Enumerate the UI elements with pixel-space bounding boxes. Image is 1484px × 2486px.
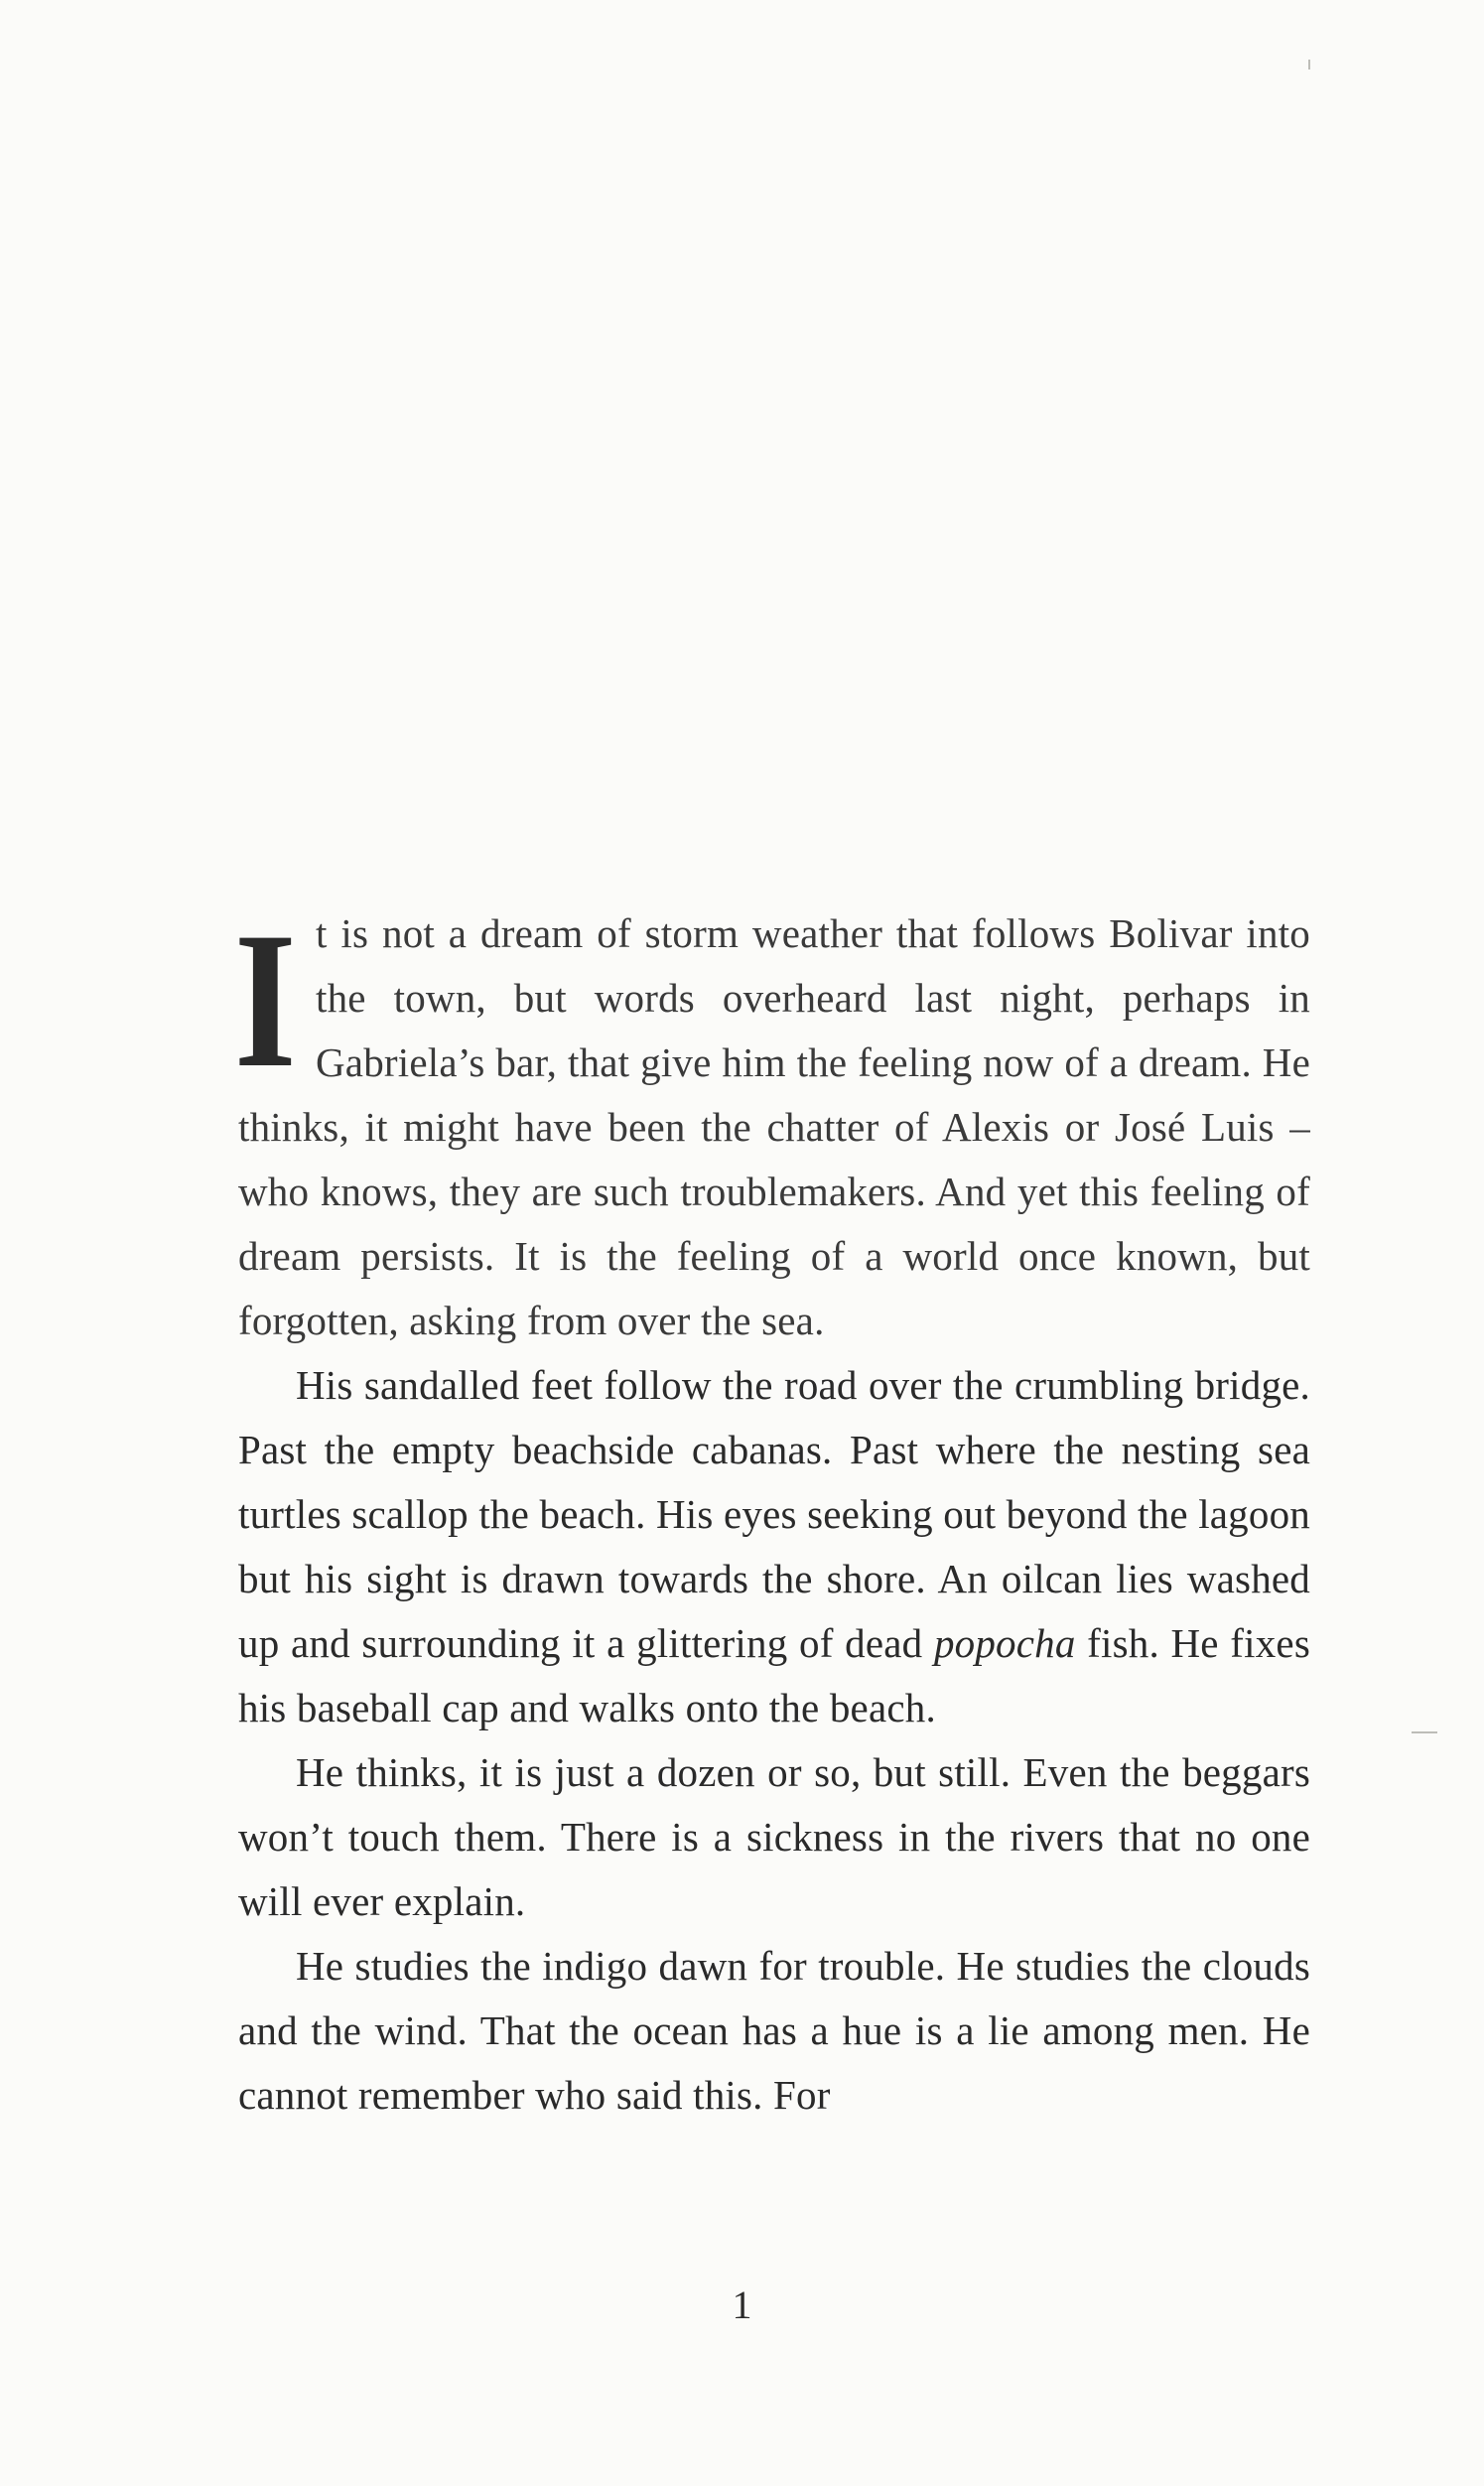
paragraph-2 — [238, 1353, 1310, 1740]
paragraph-4 — [238, 1934, 1310, 2128]
paragraph-3 — [238, 1740, 1310, 1934]
italic-word: popocha — [933, 1620, 1076, 1666]
paragraph-text-continued: fish. He fixes his baseball cap and walks onto the beach. — [238, 1620, 1310, 1730]
margin-speck — [1308, 60, 1310, 69]
paragraph-text: t is not a dream of storm weather that follows Bolivar into the town, but words overheard last night, perhaps in Gabriela’s bar, that give him the feeling now of a dream. He thinks, it might have been the chatter of Alexis or José Luis – who knows, they are such troublemakers. And yet this feeling of dream persists. It is the feeling of a world once known, but forgotten, asking from over the sea. — [238, 910, 1310, 1343]
paragraph-text: He studies the indigo dawn for trouble. He studies the clouds and the wind. That the ocean has a hue is a lie among men. He cannot remember who said this. For — [238, 1943, 1310, 2118]
margin-speck — [1412, 1731, 1437, 1733]
body-text — [234, 893, 1310, 2128]
drop-cap: I — [234, 893, 297, 1108]
paragraph-text: He thinks, it is just a dozen or so, but still. Even the beggars won’t touch them. There is a sickness in the rivers that no one will ever explain. — [238, 1749, 1310, 1924]
paragraph-text: His sandalled feet follow the road over the crumbling bridge. Past the empty beachside cabanas. Past where the nesting sea turtles scallop the beach. His eyes seeking out beyond the lagoon but his sight is drawn towards the shore. An oilcan lies washed up and surrounding it a glittering of dead — [238, 1362, 1310, 1666]
paragraph-1 — [234, 893, 1310, 1353]
page-number: 1 — [732, 2282, 752, 2327]
